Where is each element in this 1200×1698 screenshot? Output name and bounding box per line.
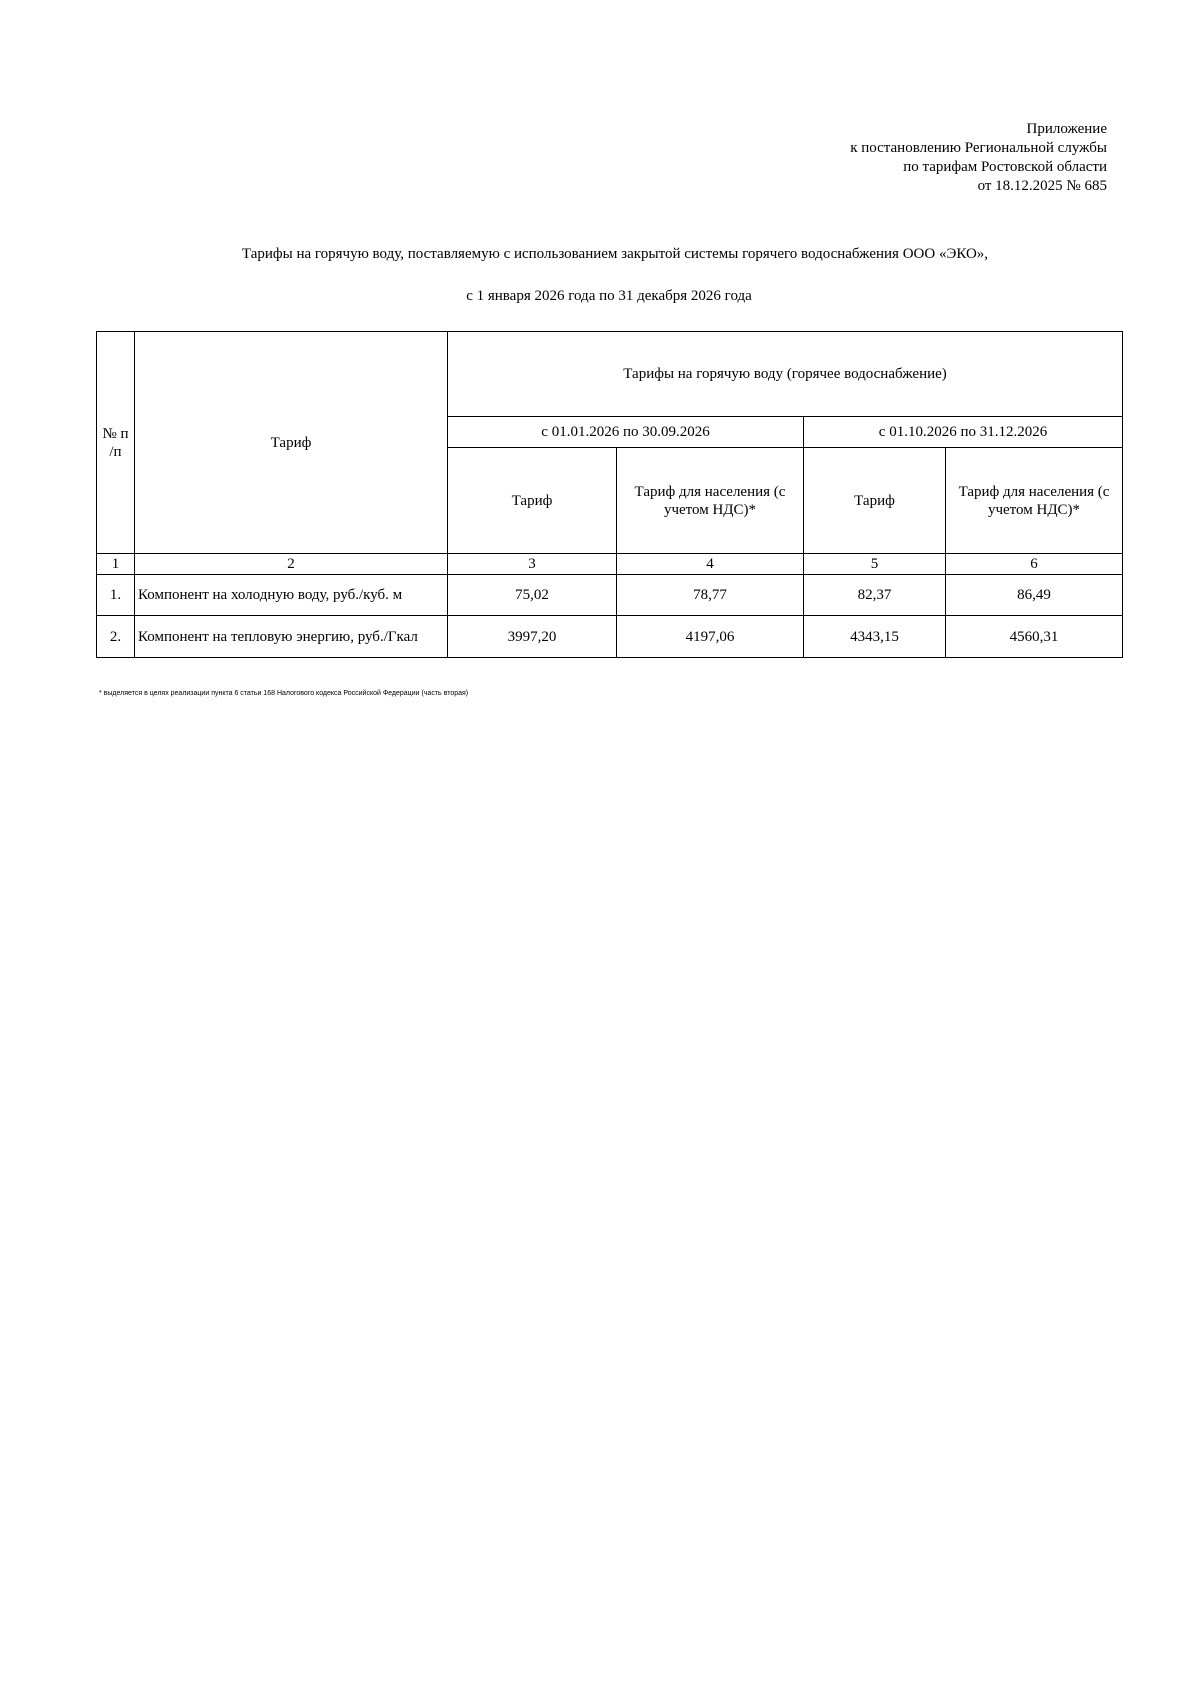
header-p1-population: Тариф для населения (с учетом НДС)*: [617, 448, 804, 554]
appendix-line-3: по тарифам Ростовской области: [903, 159, 1107, 175]
header-p1-tariff: Тариф: [448, 448, 617, 554]
table-row: [97, 575, 1123, 616]
header-p2-tariff: Тариф: [804, 448, 946, 554]
column-number: 6: [946, 554, 1123, 575]
row-number: 2.: [97, 616, 135, 658]
header-tariff: Тариф: [135, 332, 448, 554]
appendix-line-1: Приложение: [1026, 121, 1107, 137]
column-number: 4: [617, 554, 804, 575]
appendix-line-4: от 18.12.2025 № 685: [977, 178, 1107, 194]
header-period-1: с 01.01.2026 по 30.09.2026: [448, 417, 804, 448]
appendix-line-2: к постановлению Региональной службы: [850, 140, 1107, 156]
header-period-2: с 01.10.2026 по 31.12.2026: [804, 417, 1123, 448]
row-value: 75,02: [448, 575, 617, 616]
column-number: 3: [448, 554, 617, 575]
document-subtitle: с 1 января 2026 года по 31 декабря 2026 года: [466, 288, 752, 304]
row-value: 4343,15: [804, 616, 946, 658]
table-header-row-1: [97, 332, 1123, 417]
row-name: Компонент на холодную воду, руб./куб. м: [135, 575, 448, 616]
footnote: * выделяется в целях реализации пункта 6 статьи 168 Налогового кодекса Российской Федерации (часть вторая): [99, 690, 469, 697]
row-value: 4197,06: [617, 616, 804, 658]
row-value: 86,49: [946, 575, 1123, 616]
row-value: 3997,20: [448, 616, 617, 658]
row-value: 4560,31: [946, 616, 1123, 658]
document-title: Тарифы на горячую воду, поставляемую с использованием закрытой системы горячего водоснабжения ООО «ЭКО»,: [241, 246, 989, 262]
column-number: 1: [97, 554, 135, 575]
column-number: 5: [804, 554, 946, 575]
header-p2-population: Тариф для населения (с учетом НДС)*: [946, 448, 1123, 554]
column-number: 2: [135, 554, 448, 575]
table-row: [97, 616, 1123, 658]
header-number: № п /п: [97, 332, 135, 554]
column-number-row: [97, 554, 1123, 575]
row-number: 1.: [97, 575, 135, 616]
row-value: 78,77: [617, 575, 804, 616]
row-value: 82,37: [804, 575, 946, 616]
appendix-header: [850, 120, 1107, 196]
tariff-table: [96, 331, 1123, 658]
row-name: Компонент на тепловую энергию, руб./Гкал: [135, 616, 448, 658]
header-group: Тарифы на горячую воду (горячее водоснабжение): [448, 332, 1123, 417]
